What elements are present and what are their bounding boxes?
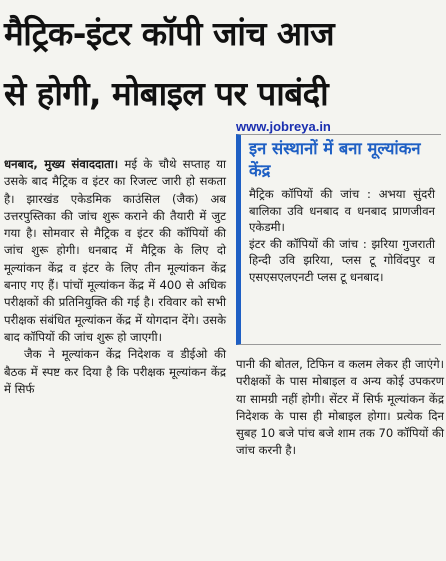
article-column-right [236,356,444,460]
article-column-left [4,156,226,398]
headline [4,4,442,124]
article-body-1: मई के चौथे सप्ताह या उसके बाद मैट्रिक व इंटर का रिजल्ट जारी हो सकता है। झारखंड एकेडमिक काउंसिल (जैक) अब उत्तरपुस्तिका की जांच शुरू कराने की तैयारी में जुट गया है। सोमवार से मैट्रिक व इंटर की कॉपियों की जांच शुरू होगी। धनबाद में मैट्रिक के लिए दो मूल्यांकन केंद्र व इंटर के लिए तीन मूल्यांकन केंद्र बनाए गए हैं। पांचों मूल्यांकन केंद्र में 400 से अधिक परीक्षकों की प्रतिनियुक्ति की गई है। रविवार को सभी परीक्षक संबंधित मूल्यांकन केंद्र में योगदान देंगे। उसके बाद कॉपियों की जांच शुरू हो जाएगी। [4,157,226,344]
article-paragraph-2: जैक ने मूल्यांकन केंद्र निदेशक व डीईओ की बैठक में स्पष्ट कर दिया है कि परीक्षक मूल्यांकन केंद्र में सिर्फ [4,347,226,396]
sidebar-title: इन संस्थानों में बना मूल्यांकन केंद्र [249,139,421,180]
watermark-url: www.jobreya.in [236,119,331,134]
article-paragraph-1 [4,156,226,346]
sidebar-item-matric [249,186,435,236]
article-dateline: धनबाद, मुख्य संवाददाता। [4,157,119,171]
sidebar-box [236,134,441,345]
sidebar-item-inter-text: झरिया गुजराती हिन्दी उवि झरिया, प्लस टू गोविंदपुर व एसएसएलएनटी प्लस टू धनबाद। [249,236,435,284]
sidebar-item-inter-label: इंटर की कॉपियों की जांच : [249,236,367,251]
headline-line-1: मैट्रिक-इंटर कॉपी जांच आज [4,14,335,53]
sidebar-item-inter [249,236,435,286]
sidebar-item-matric-text: अभया सुंदरी बालिका उवि धनबाद व धनबाद प्राणजीवन एकेडमी। [249,187,435,235]
article-paragraph-2-continued: पानी की बोतल, टिफिन व कलम लेकर ही जाएंगे। परीक्षकों के पास मोबाइल व अन्य कोई उपकरण या सामग्री नहीं होगी। सेंटर में सिर्फ मूल्यांकन केंद्र निदेशक के पास ही मोबाइल होगा। प्रत्येक दिन सुबह 10 बजे पांच बजे शाम तक 70 कॉपियों की जांच करनी है। [236,357,444,458]
sidebar-item-matric-label: मैट्रिक कॉपियों की जांच : [249,187,371,201]
headline-line-2: से होगी, मोबाइल पर पाबंदी [4,74,329,113]
